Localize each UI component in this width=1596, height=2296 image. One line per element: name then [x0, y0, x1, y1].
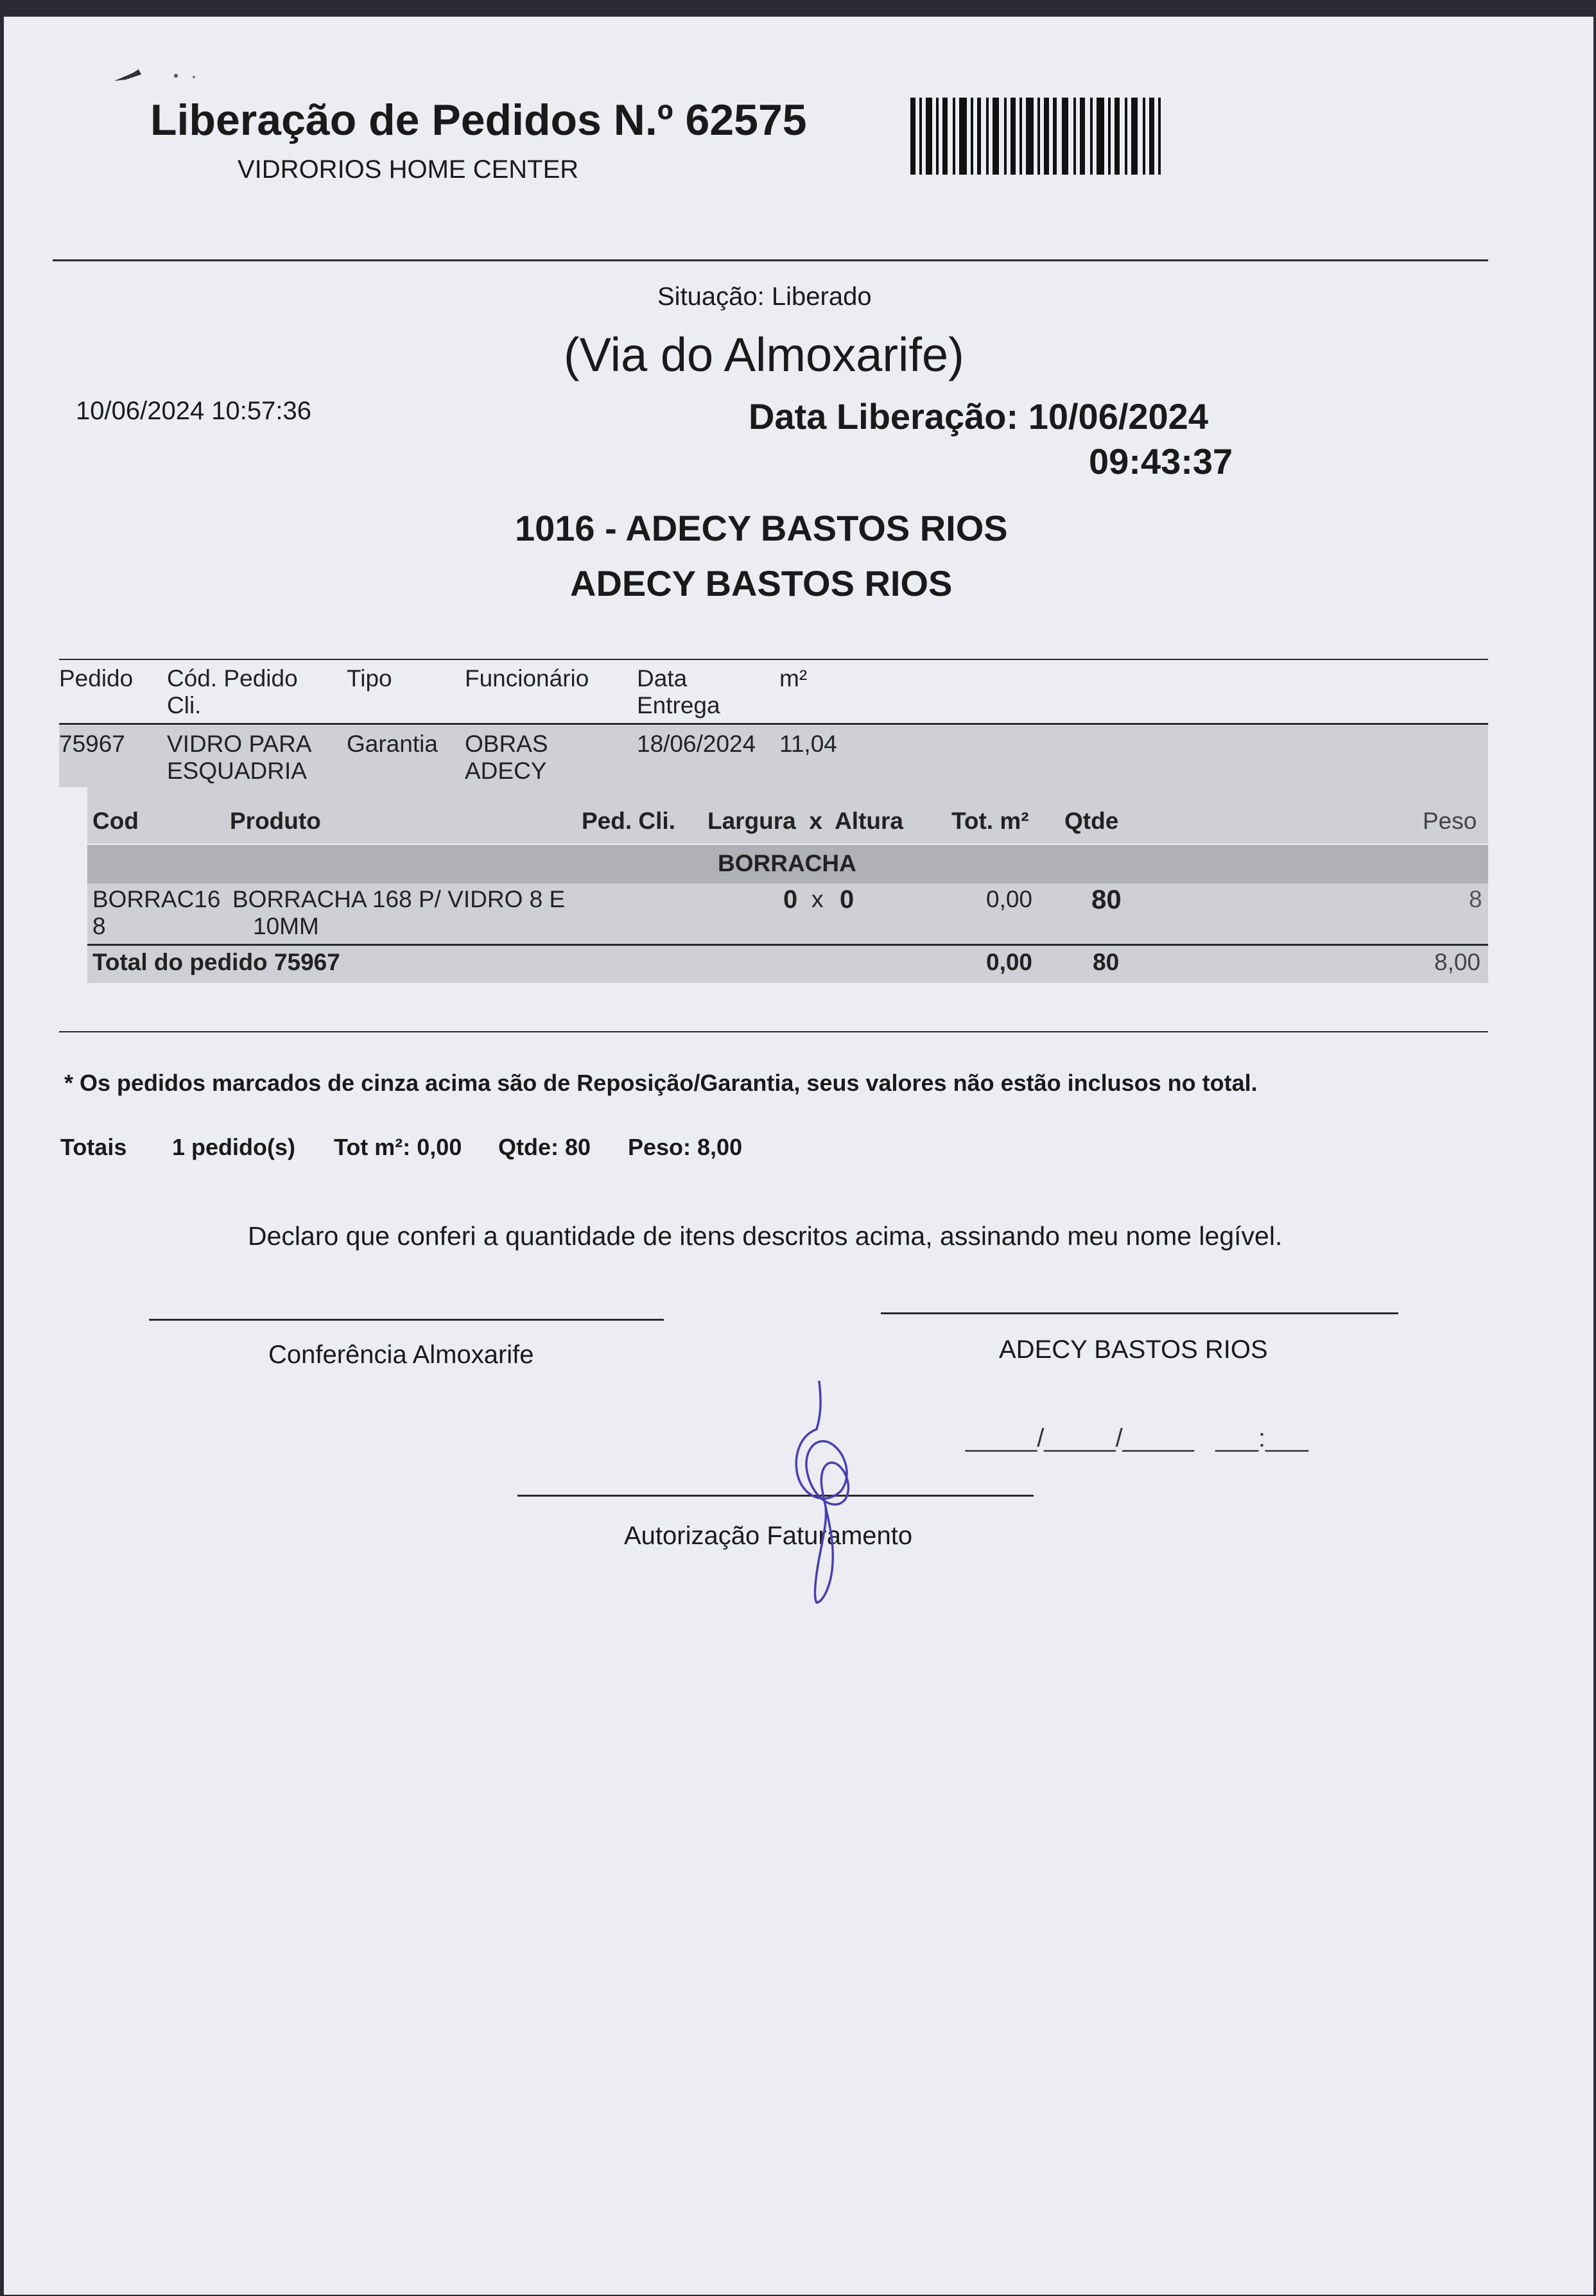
item-qtde: 80: [1091, 884, 1122, 914]
item-tot-m2: 0,00: [986, 886, 1033, 912]
barcode-icon: [910, 98, 1161, 175]
item-cod-1: BORRAC16: [92, 886, 221, 912]
col-tot-m2: Tot. m²: [951, 808, 1029, 834]
signature-line-right: [881, 1312, 1398, 1314]
col-pedido: Pedido: [59, 665, 134, 691]
item-x: x: [811, 886, 824, 912]
order-table-top-border: [59, 659, 1488, 660]
totals-label: Totais: [60, 1134, 127, 1160]
client-code-name: 1016 - ADECY BASTOS RIOS: [515, 508, 1008, 548]
item-altura: 0: [840, 885, 854, 914]
signature-label-right: ADECY BASTOS RIOS: [999, 1335, 1268, 1364]
client-name: ADECY BASTOS RIOS: [570, 563, 953, 604]
item-peso: 8: [1469, 886, 1482, 912]
declaration-text: Declaro que conferi a quantidade de itens descritos acima, assinando meu nome legível.: [248, 1221, 1283, 1251]
totals-pedidos: 1 pedido(s): [172, 1134, 296, 1160]
item-cod-2: 8: [92, 913, 106, 939]
order-cod-1: VIDRO PARA: [167, 731, 312, 757]
print-datetime: 10/06/2024 10:57:36: [76, 397, 312, 425]
authorization-label: Autorização Faturamento: [624, 1522, 913, 1550]
col-dims: Largura x Altura: [707, 808, 903, 834]
col-produto: Produto: [230, 808, 321, 834]
order-cod-2: ESQUADRIA: [167, 758, 307, 784]
release-date: Data Liberação: 10/06/2024: [749, 396, 1208, 437]
col-cod: Cod: [92, 808, 139, 834]
totals-peso: Peso: 8,00: [628, 1134, 743, 1160]
order-tipo: Garantia: [347, 731, 438, 757]
order-m2: 11,04: [779, 731, 837, 757]
total-label: Total do pedido 75967: [92, 949, 340, 975]
group-label: BORRACHA: [718, 850, 856, 876]
total-tot-m2: 0,00: [986, 949, 1033, 975]
status-text: Situação: Liberado: [657, 283, 872, 311]
header-divider: [53, 259, 1488, 261]
order-func-2: ADECY: [465, 758, 547, 784]
col-tipo: Tipo: [347, 665, 392, 691]
col-funcionario: Funcionário: [465, 665, 589, 691]
col-data-2: Entrega: [637, 692, 720, 718]
item-largura: 0: [783, 885, 798, 914]
table-bottom-divider: [59, 1031, 1488, 1032]
company-name: VIDRORIOS HOME CENTER: [238, 155, 579, 184]
order-data: 18/06/2024: [637, 731, 756, 757]
col-cod-pedido-2: Cli.: [167, 692, 202, 718]
item-prod-2: 10MM: [253, 913, 319, 939]
totals-qtde: Qtde: 80: [498, 1134, 591, 1160]
order-table-header-divider: [59, 723, 1488, 725]
col-m2: m²: [779, 665, 808, 691]
total-peso: 8,00: [1434, 949, 1481, 975]
order-pedido: 75967: [59, 731, 125, 757]
signature-line-left: [149, 1319, 664, 1321]
document-page: [4, 17, 1593, 2295]
release-time: 09:43:37: [1089, 441, 1233, 482]
date-time-placeholder: _____/_____/_____ ___:___: [966, 1424, 1308, 1452]
handwritten-signature-icon: [774, 1378, 877, 1609]
signature-label-left: Conferência Almoxarife: [268, 1341, 534, 1369]
col-cod-pedido: Cód. Pedido: [167, 665, 298, 691]
document-title: Liberação de Pedidos N.º 62575: [150, 96, 807, 144]
totals-tot-m2: Tot m²: 0,00: [334, 1134, 462, 1160]
total-qtde: 80: [1093, 949, 1120, 975]
col-qtde: Qtde: [1064, 808, 1119, 834]
copy-label: (Via do Almoxarife): [564, 328, 964, 381]
item-prod-1: BORRACHA 168 P/ VIDRO 8 E: [232, 886, 566, 912]
order-func-1: OBRAS: [465, 731, 548, 757]
col-ped-cli: Ped. Cli.: [582, 808, 675, 834]
col-data: Data: [637, 665, 688, 691]
scan-smudge-icon: [113, 55, 222, 87]
col-peso: Peso: [1423, 808, 1477, 834]
gray-rows-note: * Os pedidos marcados de cinza acima são de Reposição/Garantia, seus valores não estão inclusos no total.: [64, 1070, 1258, 1096]
